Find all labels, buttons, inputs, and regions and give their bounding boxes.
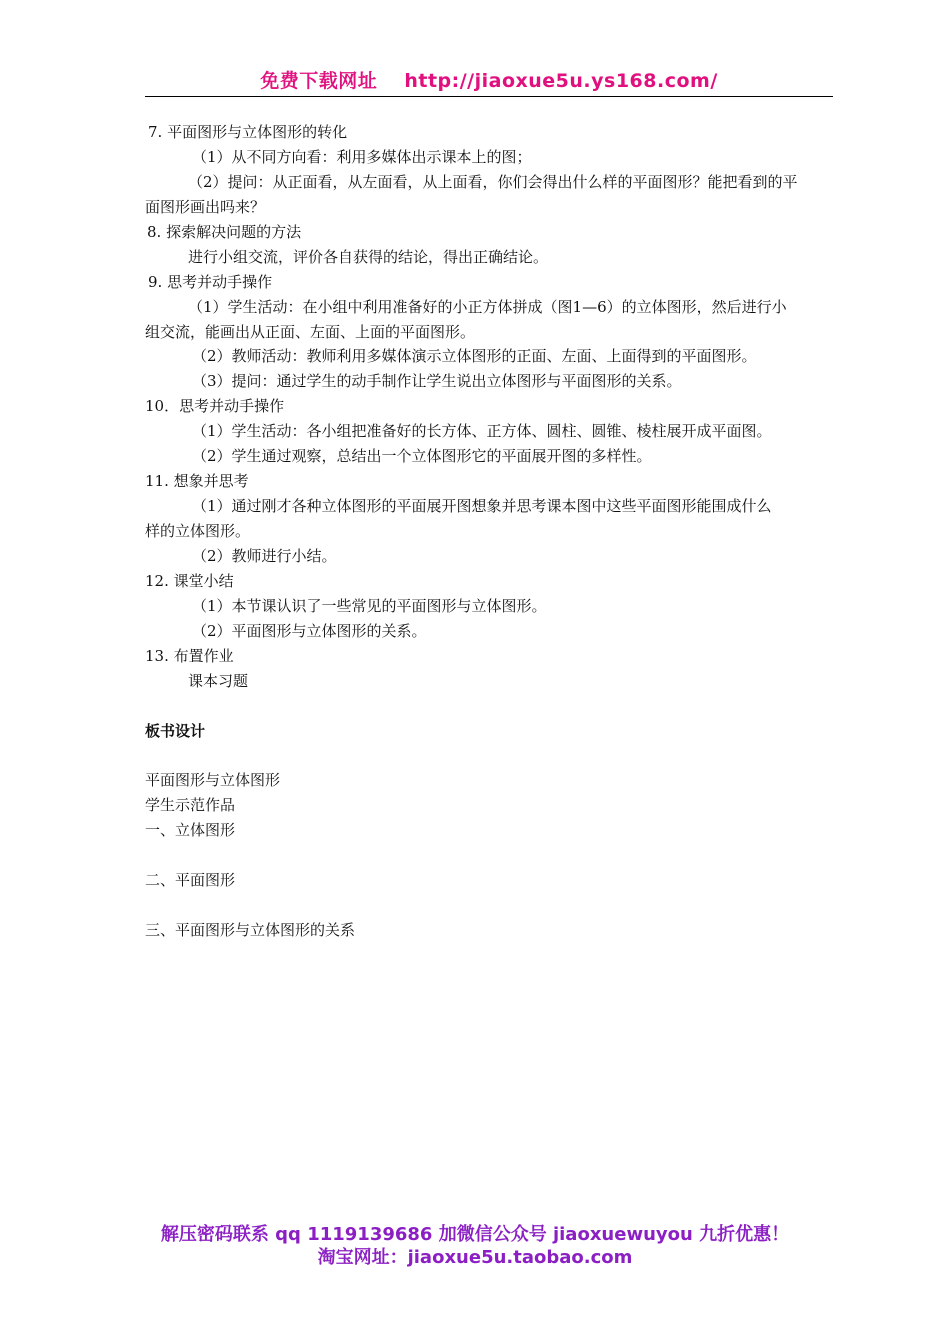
page-header: [145, 66, 833, 97]
paragraph: （2）提问：从正面看，从左面看，从上面看，你们会得出什么样的平面图形？能把看到的平: [188, 173, 798, 191]
section-13-heading: 13. 布置作业: [145, 647, 234, 665]
paragraph: （2）教师进行小结。: [192, 547, 337, 565]
paragraph: 面图形画出吗来？: [145, 198, 266, 216]
header-title: 免费下载网址: [260, 70, 378, 92]
board-line: 平面图形与立体图形: [145, 771, 281, 789]
paragraph: （1）学生活动：在小组中利用准备好的小正方体拼成（图1—6）的立体图形，然后进行小: [188, 298, 787, 316]
footer-shop-url[interactable]: 淘宝网址：jiaoxue5u.taobao.com: [317, 1247, 633, 1268]
paragraph: （1）从不同方向看：利用多媒体出示课本上的图；: [192, 148, 532, 166]
paragraph: （1）学生活动：各小组把准备好的长方体、正方体、圆柱、圆锥、棱柱展开成平面图。: [192, 422, 772, 440]
paragraph: （1）通过刚才各种立体图形的平面展开图想象并思考课本图中这些平面图形能围成什么: [192, 497, 772, 515]
section-7-heading: 7. 平面图形与立体图形的转化: [148, 123, 348, 141]
footer-contact: 解压密码联系 qq 1119139686 加微信公众号 jiaoxuewuyou 九折优惠！: [160, 1224, 790, 1245]
board-line: 学生示范作品: [145, 796, 236, 814]
section-11-heading: 11. 想象并思考: [145, 472, 249, 490]
paragraph: （3）提问：通过学生的动手制作让学生说出立体图形与平面图形的关系。: [192, 372, 682, 390]
header-url[interactable]: http://jiaoxue5u.ys168.com/: [404, 70, 718, 92]
board-line: 二、平面图形: [145, 871, 236, 889]
paragraph: （2）学生通过观察，总结出一个立体图形它的平面展开图的多样性。: [192, 447, 652, 465]
paragraph: 组交流，能画出从正面、左面、上面的平面图形。: [145, 323, 476, 341]
paragraph: 课本习题: [188, 672, 249, 690]
board-line: 一、立体图形: [145, 821, 236, 839]
section-10-heading: 10．思考并动手操作: [145, 397, 285, 415]
section-12-heading: 12. 课堂小结: [145, 572, 234, 590]
section-9-heading: 9. 思考并动手操作: [148, 273, 273, 291]
paragraph: （2）平面图形与立体图形的关系。: [192, 622, 427, 640]
board-line: 三、平面图形与立体图形的关系: [145, 921, 356, 939]
paragraph: （2）教师活动：教师利用多媒体演示立体图形的正面、左面、上面得到的平面图形。: [192, 347, 757, 365]
board-design-heading: 板书设计: [145, 722, 206, 740]
paragraph: （1）本节课认识了一些常见的平面图形与立体图形。: [192, 597, 547, 615]
paragraph: 样的立体图形。: [145, 522, 251, 540]
paragraph: 进行小组交流，评价各自获得的结论，得出正确结论。: [188, 248, 549, 266]
section-8-heading: 8. 探索解决问题的方法: [147, 223, 302, 241]
